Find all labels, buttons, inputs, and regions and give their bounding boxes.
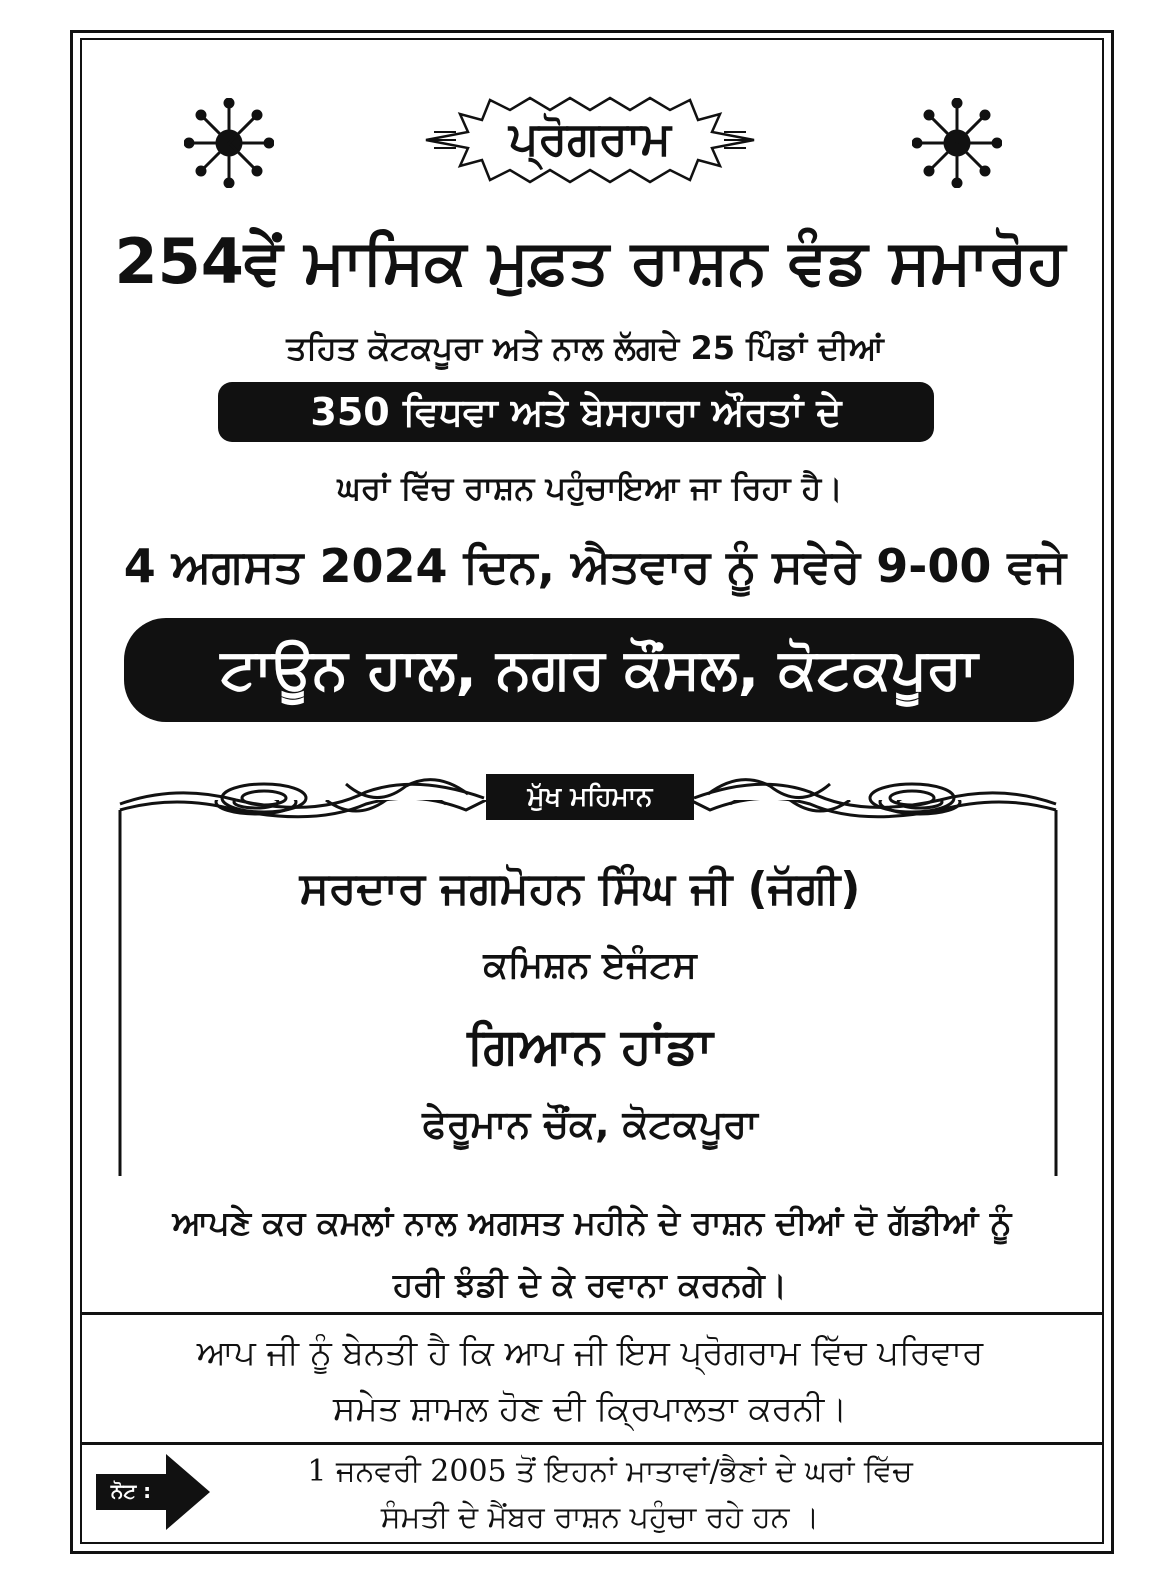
invitation-line1: ਆਪ ਜੀ ਨੂੰ ਬੇਨਤੀ ਹੈ ਕਿ ਆਪ ਜੀ ਇਸ ਪ੍ਰੋਗਰਾਮ ਵਿੱਚ ਪਰਿਵਾਰ [196,1333,984,1373]
divider [82,1312,1102,1315]
sunburst-ornament-icon [184,98,274,188]
chief-guest-firm: ਗਿਆਨ ਹਾਂਡਾ [467,1017,713,1075]
flag-off-line2: ਹਰੀ ਝੰਡੀ ਦੇ ਕੇ ਰਵਾਨਾ ਕਰਨਗੇ। [392,1265,787,1304]
event-date: 4 ਅਗਸਤ 2024 ਦਿਨ, ਐਤਵਾਰ ਨੂੰ ਸਵੇਰੇ 9-00 ਵਜੇ [123,539,1067,593]
note-line1: 1 ਜਨਵਰੀ 2005 ਤੋਂ ਇਹਨਾਂ ਮਾਤਾਵਾਂ/ਭੈਣਾਂ ਦੇ ਘਰਾਂ ਵਿੱਚ [307,1454,913,1489]
chief-guest-role: ਕਮਿਸ਼ਨ ਏਜੰਟਸ [483,945,697,986]
event-subtitle-line3: ਘਰਾਂ ਵਿੱਚ ਰਾਸ਼ਨ ਪਹੁੰਚਾਇਆ ਜਾ ਰਿਹਾ ਹੈ। [337,469,843,507]
divider [82,1442,1102,1445]
chief-guest-label: ਮੁੱਖ ਮਹਿਮਾਨ [527,782,653,812]
event-subtitle-line1: ਤਹਿਤ ਕੋਟਕਪੂਰਾ ਅਤੇ ਨਾਲ ਲੱਗਦੇ 25 ਪਿੰਡਾਂ ਦੀਆਂ [286,329,884,367]
event-title: 254ਵੇਂ ਮਾਸਿਕ ਮੁਫ਼ਤ ਰਾਸ਼ਨ ਵੰਡ ਸਮਾਰੋਹ [114,225,1066,298]
highlight-banner-text: 350 ਵਿਧਵਾ ਅਤੇ ਬੇਸਹਾਰਾ ਔਰਤਾਂ ਦੇ [310,390,842,434]
program-heading: ਪ੍ਰੋਗਰਾਮ [508,111,672,165]
chief-guest-name: ਸਰਦਾਰ ਜਗਮੋਹਨ ਸਿੰਘ ਜੀ (ਜੱਗੀ) [299,863,861,914]
note-label: ਨੋਟ : [110,1479,152,1503]
chief-guest-place: ਫੇਰੂਮਾਨ ਚੌਂਕ, ਕੋਟਕਪੂਰਾ [422,1102,758,1146]
flag-off-line1: ਆਪਣੇ ਕਰ ਕਮਲਾਂ ਨਾਲ ਅਗਸਤ ਮਹੀਨੇ ਦੇ ਰਾਸ਼ਨ ਦੀਆਂ ਦੋ ਗੱਡੀਆਂ ਨੂੰ [172,1203,1012,1242]
invitation-line2: ਸਮੇਤ ਸ਼ਾਮਲ ਹੋਣ ਦੀ ਕ੍ਰਿਪਾਲਤਾ ਕਰਨੀ। [332,1389,848,1429]
venue-text: ਟਾਊਨ ਹਾਲ, ਨਗਰ ਕੌਂਸਲ, ਕੋਟਕਪੂਰਾ [220,637,978,702]
sunburst-ornament-icon [912,98,1002,188]
note-line2: ਸੰਮਤੀ ਦੇ ਮੈਂਬਰ ਰਾਸ਼ਨ ਪਹੁੰਚਾ ਰਹੇ ਹਨ । [380,1500,820,1535]
